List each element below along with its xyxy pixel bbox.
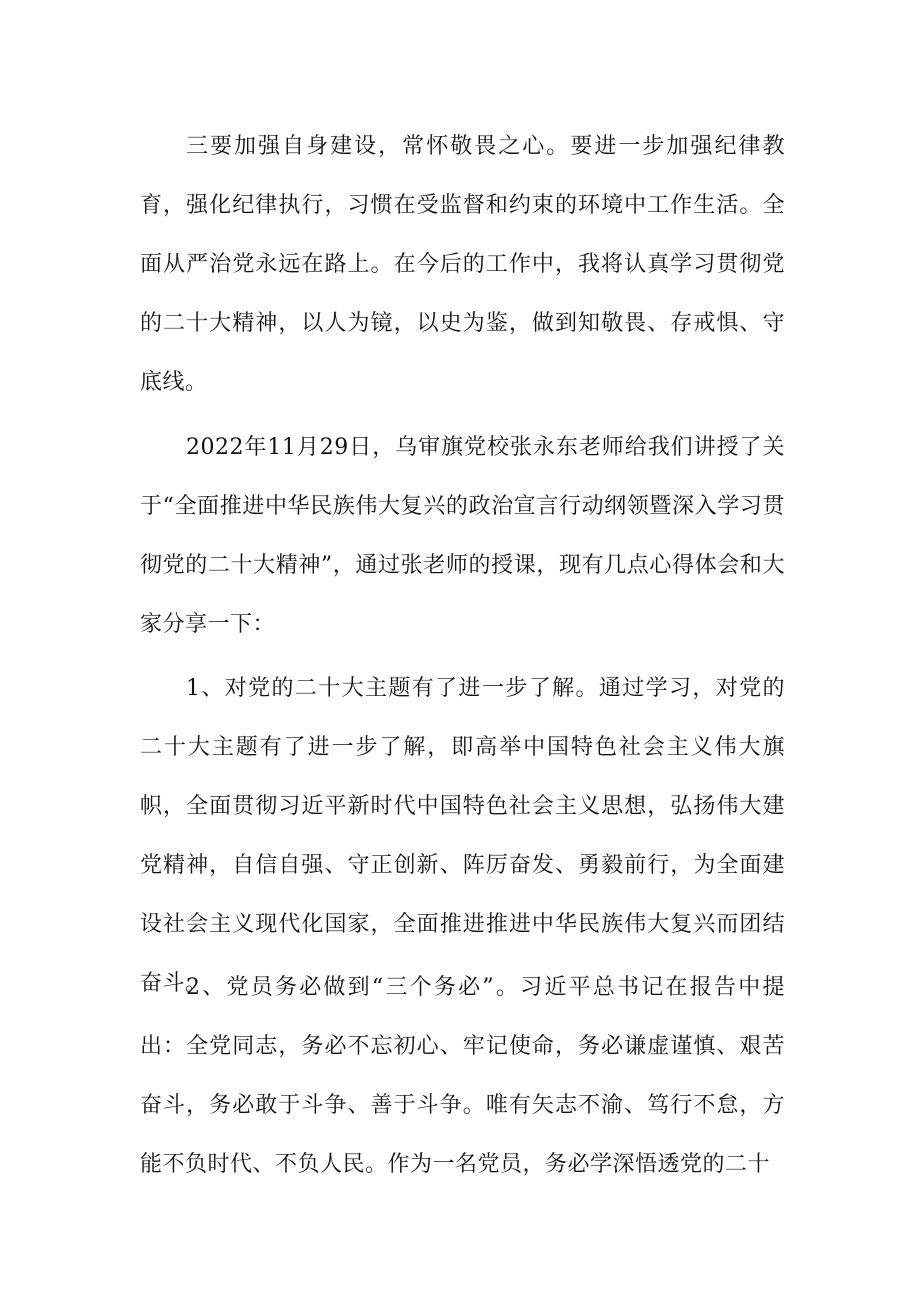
paragraph-point-2: 2、党员务必做到“三个务必”。习近平总书记在报告中提出：全党同志，务必不忘初心、牢记使命，务必谦虚谨慎、艰苦奋斗，务必敢于斗争、善于斗争。唯有矢志不渝、笃行不怠，方能不负时代、不负人民。作为一名党员，务必学深悟透党的二十 [140,975,785,1177]
paragraph-discipline: 三要加强自身建设，常怀敬畏之心。要进一步加强纪律教育，强化纪律执行，习惯在受监督和约束的环境中工作生活。全面从严治党永远在路上。在今后的工作中，我将认真学习贯彻党的二十大精神，以人为镜，以史为鉴，做到知敬畏、存戒惧、守底线。 [140,134,785,395]
paragraph-point-1: 1、对党的二十大主题有了进一步了解。通过学习，对党的二十大主题有了进一步了解，即高举中国特色社会主义伟大旗帜，全面贯彻习近平新时代中国特色社会主义思想，弘扬伟大建党精神，自信自强、守正创新、阵厉奋发、勇毅前行，为全面建设社会主义现代化国家，全面推进推进中华民族伟大复兴而团结奋斗。 [140,676,785,996]
paragraph-lecture-intro: 2022年11月29日，乌审旗党校张永东老师给我们讲授了关于“全面推进中华民族伟大复兴的政治宣言行动纲领暨深入学习贯彻党的二十大精神”，通过张老师的授课，现有几点心得体会和大家分享一下： [140,435,785,637]
